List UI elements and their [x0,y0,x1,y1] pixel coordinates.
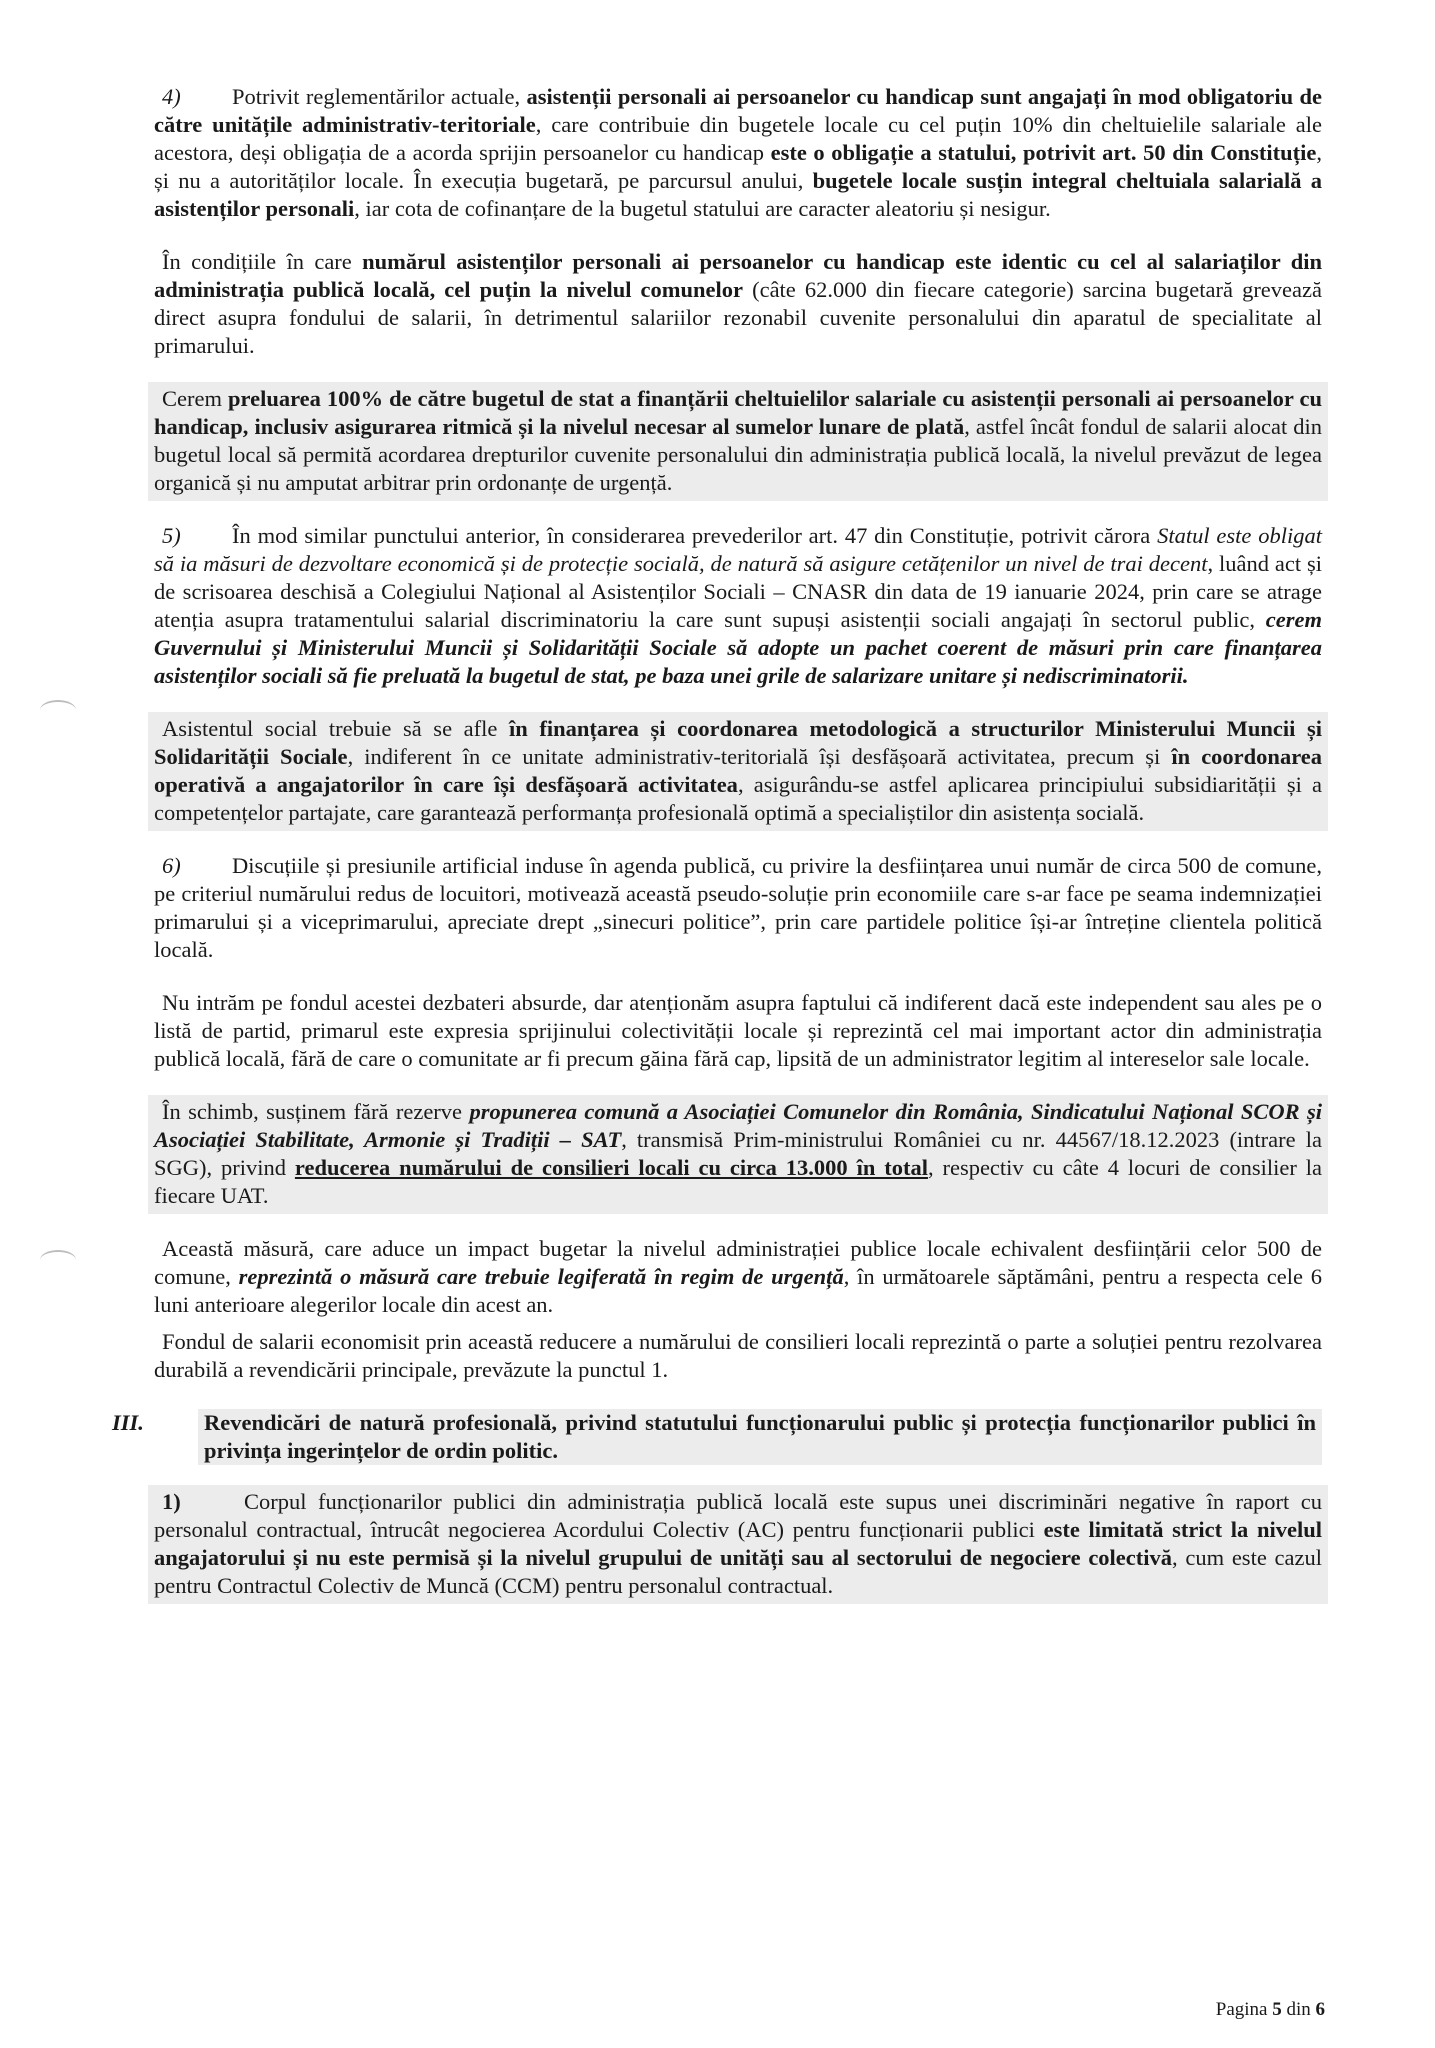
item-number: 6) [162,853,181,878]
paragraph-4: 4) Potrivit reglementărilor actuale, asistenții personali ai persoanelor cu handicap sunt angajați în mod obligatoriu de către unitățile administrativ-teritoriale, care contribuie din bugetele locale cu cel puțin 10% din cheltuielile salariale ale acestora, deși obligația de a acorda sprijin persoanelor cu handicap este o obligație a statului, potrivit art. 50 din Constituție, și nu a autorităților locale. În execuția bugetară, pe parcursul anului, bugetele locale susțin integral cheltuiala salarială a asistenților personali, iar cota de cofinanțare de la bugetul statului are caracter aleatoriu și nesigur. [154,84,1323,221]
section-heading-3 [112,1406,1328,1469]
paragraph-6: 6) Discuțiile și presiunile artificial induse în agenda publică, cu privire la desființarea unui număr de circa 500 de comune, pe criteriul numărului redus de locuitori, motivează această pseudo-soluție prin economiile care s-ar face pe seama indemnizației primarului și a viceprimarului, apreciate drept „sinecuri politice”, prin care partidele politice își-ar întreține clientela politică locală. [154,853,1322,962]
paragraph-6-measure: Această măsură, care aduce un impact bugetar la nivelul administrației publice locale echivalent desființării celor 500 de comune, reprezintă o măsură care trebuie legiferată în regim de urgență, în următoarele săptămâni, pentru a respecta cele 6 luni anterioare alegerilor locale din acest an. [154,1236,1322,1317]
section-title: Revendicări de natură profesională, privind statutului funcționarului public și protecția funcționarilor publici în privința ingerințelor de ordin politic. [198,1409,1322,1465]
paragraph-5-social-worker: Asistentul social trebuie să se afle în finanțarea și coordonarea metodologică a structurilor Ministerului Muncii și Solidarității Sociale, indiferent în ce unitate administrativ-teritorială își desfășoară activitatea, precum și în coordonarea operativă a angajatorilor în care își desfășoară activitatea, asigurându-se astfel aplicarea principiului subsidiarității și a competențelor partajate, care garantează performanța profesională optimă a specialiștilor din asistența socială. [148,712,1328,831]
page-number-footer: Pagina 5 din 6 [1215,1999,1325,2020]
paragraph-6-proposal: În schimb, susținem fără rezerve propunerea comună a Asociației Comunelor din România, Sindicatului Național SCOR și Asociației Stabilitate, Armonie și Tradiții – SAT, transmisă Prim-ministrului României cu nr. 44567/18.12.2023 (intrare la SGG), privind reducerea numărului de consilieri locali cu circa 13.000 în total, respectiv cu câte 4 locuri de consilier la fiecare UAT. [148,1095,1328,1214]
section-number: III. [112,1410,144,1435]
paragraph-6-fund: Fondul de salarii economisit prin această reducere a numărului de consilieri locali reprezintă o parte a soluției pentru rezolvarea durabilă a revendicării principale, prevăzute la punctul 1. [154,1329,1322,1382]
paragraph-4-conditions: În condițiile în care numărul asistenților personali ai persoanelor cu handicap este identic cu cel al salariaților din administrația publică locală, cel puțin la nivelul comunelor (câte 62.000 din fiecare categorie) sarcina bugetară grevează direct asupra fondului de salarii, în detrimentul salariilor rezonabil cuvenite personalului din aparatul de specialitate al primarului. [154,249,1322,358]
scan-mark [40,1250,76,1270]
paragraph-5: 5) În mod similar punctului anterior, în considerarea prevederilor art. 47 din Constituție, potrivit cărora Statul este obligat să ia măsuri de dezvoltare economică și de protecție socială, de natură să asigure cetățenilor un nivel de trai decent, luând act și de scrisoarea deschisă a Colegiului Național al Asistenților Sociali – CNASR din data de 19 ianuarie 2024, prin care se atrage atenția asupra tratamentului salarial discriminatoriu la care sunt supuși asistenții sociali angajați în sectorul public, cerem Guvernului și Ministerului Muncii și Solidarității Sociale să adopte un pachet coerent de măsuri prin care finanțarea asistenților sociali să fie preluată la bugetul de stat, pe baza unei grile de salarizare unitare și nediscriminatorii. [154,523,1322,688]
item-number: 5) [162,523,181,548]
item-number: 4) [162,84,181,109]
paragraph-4-demand: Cerem preluarea 100% de către bugetul de stat a finanțării cheltuielilor salariale cu asistenții personali ai persoanelor cu handicap, inclusiv asigurarea ritmică și la nivelul necesar al sumelor lunare de plată, astfel încât fondul de salarii alocat din bugetul local să permită acordarea drepturilor cuvenite personalului din administrația publică locală, la nivelul prevăzut de legea organică și nu amputat arbitrar prin ordonanțe de urgență. [148,382,1328,501]
paragraph-6-mayor: Nu intrăm pe fondul acestei dezbateri absurde, dar atenționăm asupra faptului că indiferent dacă este independent sau ales pe o listă de partid, primarul este expresia sprijinului colectivității locale și reprezintă cel mai important actor din administrația publică locală, fără de care o comunitate ar fi precum găina fără cap, lipsită de un administrator legitim al intereselor sale locale. [154,990,1322,1071]
paragraph-3-1: 1) Corpul funcționarilor publici din administrația publică locală este supus unei discriminări negative în raport cu personalul contractual, întrucât negocierea Acordului Colectiv (AC) pentru funcționarii publici este limitată strict la nivelul angajatorului și nu este permisă și la nivelul grupului de unități sau al sectorului de negociere colectivă, cum este cazul pentru Contractul Colectiv de Muncă (CCM) pentru personalul contractual. [148,1485,1328,1604]
document-page [112,80,1328,1622]
item-number: 1) [162,1489,181,1514]
scan-mark [40,700,76,720]
